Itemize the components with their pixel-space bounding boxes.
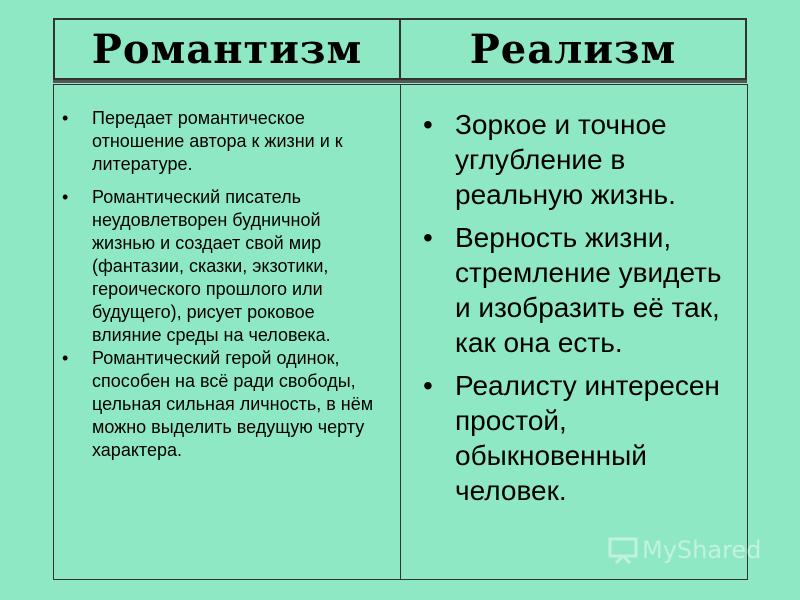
romanticism-item: • Передает романтическое отношение автора к жизни и к литературе. bbox=[60, 107, 385, 176]
romanticism-title: Романтизм bbox=[91, 25, 363, 73]
presentation-icon bbox=[608, 536, 638, 564]
realism-list bbox=[421, 107, 741, 516]
romanticism-item: • Романтический герой одинок, способен на всё ради свободы, цельная сильная личность, в нём можно выделить ведущую черту характера. bbox=[60, 347, 385, 462]
watermark bbox=[608, 536, 761, 564]
header-table bbox=[53, 18, 747, 80]
watermark-text: MyShared bbox=[642, 536, 762, 564]
romanticism-list bbox=[60, 107, 385, 472]
romanticism-item: • Романтический писатель неудовлетворен будничной жизнью и создает свой мир (фантазии, сказки, экзотики, героического прошлого или будущего), рисует роковое влияние среды на человека. bbox=[60, 186, 385, 347]
comparison-table bbox=[53, 84, 748, 580]
realism-title: Реализм bbox=[399, 20, 745, 78]
realism-column bbox=[401, 85, 747, 579]
realism-item: • Зоркое и точное углубление в реальную жизнь. bbox=[421, 107, 741, 212]
realism-item: • Реалисту интересен простой, обыкновенный человек. bbox=[421, 368, 741, 508]
realism-item: • Верность жизни, стремление увидеть и изобразить её так, как она есть. bbox=[421, 220, 741, 360]
romanticism-column bbox=[54, 85, 401, 579]
